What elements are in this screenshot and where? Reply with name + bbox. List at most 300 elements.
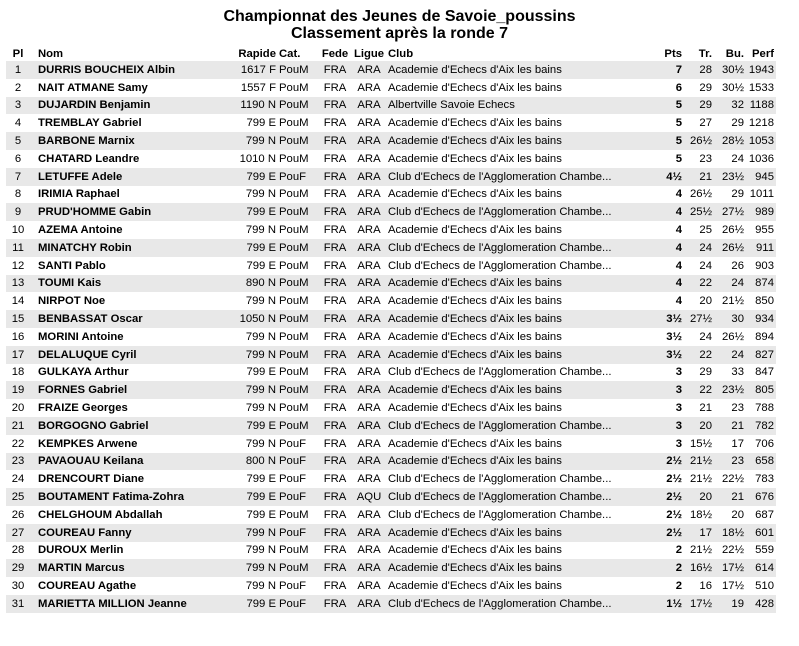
tiebreak-bu-cell: 17 (731, 437, 744, 450)
category-cell: PouM (279, 259, 309, 272)
rating-cell: 1617 F (214, 61, 279, 79)
performance-cell: 428 (744, 595, 776, 613)
league-cell: ARA (353, 203, 385, 221)
club-cell: Club d'Echecs de l'Agglomeration Chambe... (388, 508, 612, 521)
points-cell: 2½ (650, 453, 684, 471)
league-cell: ARA (357, 152, 381, 165)
rating-cell: 1190 N (214, 97, 279, 115)
header-pts: Pts (664, 48, 682, 60)
tiebreak-tr-cell: 21 (699, 402, 712, 415)
federation-cell: FRA (317, 168, 353, 186)
rating-cell: 799 E (214, 488, 279, 506)
tiebreak-tr-cell: 24 (684, 239, 712, 257)
category-cell: PouF (279, 524, 317, 542)
player-name-cell: TOUMI Kais (30, 275, 214, 293)
tiebreak-bu-cell: 30½ (722, 81, 744, 94)
tiebreak-bu-cell: 17½ (722, 580, 744, 592)
performance-cell: 945 (744, 168, 776, 186)
category-cell: PouM (279, 203, 317, 221)
tiebreak-tr-cell: 26½ (684, 132, 712, 150)
league-cell: ARA (353, 346, 385, 364)
performance-cell: 782 (744, 417, 776, 435)
table-row (6, 577, 776, 595)
points-cell: 2½ (666, 473, 682, 486)
tiebreak-bu-cell: 23 (731, 402, 744, 415)
table-row (6, 524, 776, 542)
club-cell: Academie d'Echecs d'Aix les bains (388, 544, 562, 557)
tiebreak-bu-cell: 30 (712, 310, 744, 328)
performance-cell: 1188 (744, 97, 776, 115)
performance-cell: 874 (744, 275, 776, 293)
club-cell: Club d'Echecs de l'Agglomeration Chambe... (388, 366, 612, 379)
tiebreak-tr-cell: 17½ (684, 595, 712, 613)
club-cell: Club d'Echecs de l'Agglomeration Chambe... (385, 595, 650, 613)
league-cell: ARA (357, 330, 381, 343)
federation-cell: FRA (317, 595, 353, 613)
tiebreak-bu-cell: 19 (712, 595, 744, 613)
points-cell: 4 (650, 275, 684, 293)
league-cell: ARA (357, 295, 381, 308)
tiebreak-bu-cell: 23½ (712, 168, 744, 186)
points-cell: 3½ (666, 330, 682, 343)
table-row (6, 203, 776, 221)
page-title: Championnat des Jeunes de Savoie_poussins (223, 8, 576, 25)
rank-cell: 17 (6, 346, 30, 364)
rating-cell: 890 N (214, 275, 279, 293)
points-cell: 3½ (650, 346, 684, 364)
tiebreak-bu-cell: 24 (712, 275, 744, 293)
league-cell: ARA (357, 117, 381, 130)
tiebreak-tr-cell: 22 (684, 346, 712, 364)
table-row (6, 559, 776, 577)
table-row (6, 506, 776, 524)
player-name-cell: BENBASSAT Oscar (30, 310, 214, 328)
rank-cell: 7 (6, 168, 30, 186)
category-cell: PouM (279, 152, 309, 165)
points-cell: 3 (675, 366, 682, 379)
table-row (6, 79, 776, 97)
tiebreak-bu-cell: 20 (731, 508, 744, 521)
rank-cell: 28 (11, 544, 25, 557)
performance-cell: 903 (755, 259, 774, 272)
club-cell: Academie d'Echecs d'Aix les bains (388, 295, 562, 308)
table-row (6, 453, 776, 471)
performance-cell: 559 (755, 544, 774, 557)
club-cell: Club d'Echecs de l'Agglomeration Chambe... (388, 473, 612, 486)
category-cell: PouM (279, 188, 309, 201)
rank-cell: 26 (11, 508, 25, 521)
points-cell: 4 (675, 224, 682, 237)
federation-cell: FRA (323, 152, 347, 165)
category-cell: PouM (279, 275, 317, 293)
points-cell: 3 (675, 437, 682, 450)
table-row (6, 292, 776, 310)
rating-cell: 1557 F (240, 81, 276, 94)
player-name-cell: BOUTAMENT Fatima-Zohra (30, 488, 214, 506)
federation-cell: FRA (317, 346, 353, 364)
rating-cell: 799 N (245, 544, 276, 557)
federation-cell: FRA (323, 366, 347, 379)
player-name-cell: TREMBLAY Gabriel (38, 117, 142, 130)
player-name-cell: DUJARDIN Benjamin (30, 97, 214, 115)
rank-cell: 4 (14, 117, 22, 130)
table-row (6, 417, 776, 435)
federation-cell: FRA (317, 417, 353, 435)
table-row (6, 97, 776, 115)
club-cell: Academie d'Echecs d'Aix les bains (388, 580, 562, 592)
header-rapide: Rapide (238, 48, 276, 60)
tiebreak-tr-cell: 17 (684, 524, 712, 542)
club-cell: Club d'Echecs de l'Agglomeration Chambe... (385, 417, 650, 435)
points-cell: 5 (650, 97, 684, 115)
table-row (6, 399, 776, 417)
table-row (6, 61, 776, 79)
performance-cell: 1533 (748, 81, 774, 94)
club-cell: Club d'Echecs de l'Agglomeration Chambe... (385, 168, 650, 186)
player-name-cell: IRIMIA Raphael (38, 188, 120, 201)
player-name-cell: COUREAU Fanny (30, 524, 214, 542)
rating-cell: 799 E (214, 417, 279, 435)
tiebreak-bu-cell: 24 (712, 346, 744, 364)
federation-cell: FRA (317, 203, 353, 221)
tiebreak-tr-cell: 29 (699, 366, 712, 379)
tiebreak-tr-cell: 22 (684, 381, 712, 399)
rank-cell: 24 (11, 473, 25, 486)
rank-cell: 10 (11, 224, 25, 237)
performance-cell: 601 (744, 524, 776, 542)
club-cell: Academie d'Echecs d'Aix les bains (385, 132, 650, 150)
league-cell: ARA (357, 188, 381, 201)
player-name-cell: GULKAYA Arthur (38, 366, 129, 379)
category-cell: PouF (279, 437, 307, 450)
club-cell: Academie d'Echecs d'Aix les bains (385, 559, 650, 577)
points-cell: 2 (675, 544, 682, 557)
table-row (6, 364, 776, 382)
rank-cell: 6 (14, 152, 22, 165)
category-cell: PouF (279, 453, 317, 471)
rank-cell: 3 (6, 97, 30, 115)
tiebreak-bu-cell: 26½ (722, 330, 744, 343)
federation-cell: FRA (323, 117, 347, 130)
performance-cell: 827 (744, 346, 776, 364)
player-name-cell: FRAIZE Georges (38, 402, 128, 415)
club-cell: Academie d'Echecs d'Aix les bains (385, 524, 650, 542)
tiebreak-bu-cell: 33 (731, 366, 744, 379)
table-row (6, 221, 776, 239)
federation-cell: FRA (323, 224, 347, 237)
league-cell: ARA (357, 224, 381, 237)
points-cell: 4 (675, 259, 682, 272)
tiebreak-bu-cell: 29 (731, 117, 744, 130)
tiebreak-bu-cell: 27½ (712, 203, 744, 221)
points-cell: 3 (650, 381, 684, 399)
player-name-cell: BORGOGNO Gabriel (30, 417, 214, 435)
rating-cell: 799 E (246, 473, 276, 486)
rank-cell: 8 (14, 188, 22, 201)
points-cell: 5 (675, 152, 682, 165)
tiebreak-tr-cell: 24 (699, 330, 712, 343)
federation-cell: FRA (323, 508, 347, 521)
rating-cell: 799 N (245, 295, 276, 308)
rank-cell: 20 (11, 402, 25, 415)
federation-cell: FRA (323, 330, 347, 343)
header-bu: Bu. (725, 48, 744, 60)
points-cell: 3½ (650, 310, 684, 328)
category-cell: PouM (279, 117, 309, 130)
federation-cell: FRA (317, 275, 353, 293)
rank-cell: 31 (6, 595, 30, 613)
category-cell: PouM (279, 330, 309, 343)
player-name-cell: NAIT ATMANE Samy (38, 81, 148, 94)
rating-cell: 799 N (245, 224, 276, 237)
category-cell: PouF (279, 488, 317, 506)
rating-cell: 799 N (245, 437, 276, 450)
performance-cell: 989 (744, 203, 776, 221)
tiebreak-bu-cell: 23½ (712, 381, 744, 399)
federation-cell: FRA (323, 259, 347, 272)
club-cell: Academie d'Echecs d'Aix les bains (388, 224, 562, 237)
category-cell: PouM (279, 559, 317, 577)
federation-cell: FRA (317, 61, 353, 79)
player-name-cell: SANTI Pablo (38, 259, 106, 272)
header-fede: Fede (321, 48, 349, 60)
tiebreak-bu-cell: 26½ (712, 239, 744, 257)
player-name-cell: DRENCOURT Diane (38, 473, 145, 486)
rating-cell: 799 E (246, 259, 276, 272)
header-perf: Perf (752, 48, 774, 60)
league-cell: ARA (357, 437, 381, 450)
player-name-cell: DUROUX Merlin (38, 544, 124, 557)
category-cell: PouM (279, 402, 309, 415)
club-cell: Academie d'Echecs d'Aix les bains (385, 453, 650, 471)
federation-cell: FRA (323, 544, 347, 557)
performance-cell: 847 (755, 366, 774, 379)
table-row (6, 328, 776, 346)
tiebreak-tr-cell: 21½ (690, 473, 712, 486)
league-cell: ARA (353, 417, 385, 435)
player-name-cell: MARIETTA MILLION Jeanne (30, 595, 214, 613)
category-cell: PouM (279, 61, 317, 79)
rating-cell: 1010 N (239, 152, 276, 165)
rating-cell: 799 E (214, 203, 279, 221)
tiebreak-bu-cell: 18½ (712, 524, 744, 542)
player-name-cell: DURRIS BOUCHEIX Albin (30, 61, 214, 79)
club-cell: Academie d'Echecs d'Aix les bains (385, 346, 650, 364)
performance-cell: 1943 (744, 61, 776, 79)
table-row (6, 542, 776, 560)
rank-cell: 30 (11, 580, 25, 592)
player-name-cell: MORINI Antoine (38, 330, 124, 343)
player-name-cell: PAVAOUAU Keilana (30, 453, 214, 471)
league-cell: ARA (357, 402, 381, 415)
page-subtitle: Classement après la ronde 7 (291, 25, 508, 42)
federation-cell: FRA (323, 402, 347, 415)
points-cell: 4 (675, 295, 682, 308)
tiebreak-tr-cell: 25½ (684, 203, 712, 221)
league-cell: ARA (353, 559, 385, 577)
performance-cell: 1218 (748, 117, 774, 130)
header-club: Club (388, 48, 414, 60)
header-nom: Nom (38, 48, 64, 60)
rating-cell: 799 E (214, 168, 279, 186)
table-row (6, 381, 776, 399)
standings-table (6, 47, 776, 613)
rank-cell: 21 (6, 417, 30, 435)
performance-cell: 783 (755, 473, 774, 486)
tiebreak-bu-cell: 21 (712, 417, 744, 435)
rank-cell: 2 (14, 81, 22, 94)
table-row (6, 150, 776, 168)
federation-cell: FRA (317, 310, 353, 328)
table-row (6, 346, 776, 364)
federation-cell: FRA (317, 381, 353, 399)
points-cell: 6 (675, 81, 682, 94)
tiebreak-tr-cell: 16½ (684, 559, 712, 577)
rating-cell: 799 E (214, 595, 279, 613)
performance-cell: 911 (744, 239, 776, 257)
federation-cell: FRA (317, 559, 353, 577)
table-row (6, 488, 776, 506)
points-cell: 4 (650, 239, 684, 257)
tiebreak-tr-cell: 26½ (690, 188, 712, 201)
player-name-cell: MARTIN Marcus (30, 559, 214, 577)
player-name-cell: KEMPKES Arwene (38, 437, 138, 450)
rating-cell: 799 N (214, 381, 279, 399)
rank-cell: 22 (11, 437, 25, 450)
club-cell: Academie d'Echecs d'Aix les bains (388, 188, 562, 201)
performance-cell: 687 (755, 508, 774, 521)
federation-cell: FRA (323, 473, 347, 486)
club-cell: Academie d'Echecs d'Aix les bains (388, 402, 562, 415)
federation-cell: FRA (323, 437, 347, 450)
tiebreak-tr-cell: 29 (684, 97, 712, 115)
performance-cell: 1011 (749, 188, 774, 201)
tiebreak-tr-cell: 15½ (690, 437, 712, 450)
federation-cell: FRA (317, 453, 353, 471)
league-cell: ARA (353, 310, 385, 328)
federation-cell: FRA (317, 97, 353, 115)
federation-cell: FRA (317, 488, 353, 506)
club-cell: Albertville Savoie Echecs (385, 97, 650, 115)
player-name-cell: AZEMA Antoine (38, 224, 123, 237)
category-cell: PouM (279, 295, 309, 308)
player-name-cell: COUREAU Agathe (38, 580, 137, 592)
rating-cell: 800 N (214, 453, 279, 471)
tiebreak-bu-cell: 30½ (712, 61, 744, 79)
player-name-cell: NIRPOT Noe (38, 295, 106, 308)
rank-cell: 1 (6, 61, 30, 79)
tiebreak-tr-cell: 29 (699, 81, 712, 94)
tiebreak-bu-cell: 17½ (712, 559, 744, 577)
header-pl: Pl (12, 48, 24, 60)
rank-cell: 13 (6, 275, 30, 293)
rank-cell: 14 (11, 295, 25, 308)
tiebreak-bu-cell: 29 (731, 188, 744, 201)
federation-cell: FRA (317, 239, 353, 257)
table-row (6, 186, 776, 204)
rating-cell: 799 N (214, 346, 279, 364)
performance-cell: 1053 (744, 132, 776, 150)
league-cell: ARA (353, 453, 385, 471)
table-row (6, 239, 776, 257)
category-cell: PouF (279, 168, 317, 186)
league-cell: ARA (357, 259, 381, 272)
category-cell: PouM (279, 224, 309, 237)
league-cell: ARA (353, 61, 385, 79)
rank-cell: 12 (11, 259, 25, 272)
rating-cell: 799 N (245, 402, 276, 415)
club-cell: Club d'Echecs de l'Agglomeration Chambe... (385, 203, 650, 221)
table-row (6, 310, 776, 328)
category-cell: PouM (279, 381, 317, 399)
table-row (6, 470, 776, 488)
tiebreak-tr-cell: 16 (699, 580, 712, 592)
rating-cell: 799 E (246, 117, 276, 130)
points-cell: 2 (675, 580, 682, 592)
rank-cell: 27 (6, 524, 30, 542)
rank-cell: 11 (6, 239, 30, 257)
tiebreak-tr-cell: 21½ (684, 453, 712, 471)
federation-cell: FRA (323, 81, 347, 94)
rating-cell: 799 N (214, 524, 279, 542)
category-cell: PouM (279, 81, 309, 94)
performance-cell: 1036 (748, 152, 774, 165)
federation-cell: FRA (323, 295, 347, 308)
league-cell: ARA (353, 132, 385, 150)
rank-cell: 15 (6, 310, 30, 328)
points-cell: 5 (675, 117, 682, 130)
tiebreak-tr-cell: 18½ (690, 508, 712, 521)
tiebreak-bu-cell: 21½ (722, 295, 744, 308)
club-cell: Club d'Echecs de l'Agglomeration Chambe... (385, 488, 650, 506)
tiebreak-bu-cell: 24 (731, 152, 744, 165)
table-header-row (6, 47, 776, 61)
points-cell: 4 (675, 188, 682, 201)
federation-cell: FRA (323, 580, 347, 592)
club-cell: Academie d'Echecs d'Aix les bains (385, 381, 650, 399)
league-cell: ARA (357, 473, 381, 486)
tiebreak-tr-cell: 28 (684, 61, 712, 79)
club-cell: Academie d'Echecs d'Aix les bains (385, 275, 650, 293)
category-cell: PouM (279, 239, 317, 257)
federation-cell: FRA (323, 188, 347, 201)
rating-cell: 799 N (245, 580, 276, 592)
rating-cell: 1050 N (214, 310, 279, 328)
category-cell: PouM (279, 132, 317, 150)
rating-cell: 799 E (246, 508, 276, 521)
player-name-cell: CHELGHOUM Abdallah (38, 508, 163, 521)
league-cell: ARA (357, 366, 381, 379)
table-row (6, 168, 776, 186)
league-cell: ARA (357, 580, 381, 592)
club-cell: Academie d'Echecs d'Aix les bains (388, 152, 562, 165)
tiebreak-tr-cell: 21½ (690, 544, 712, 557)
performance-cell: 510 (755, 580, 774, 592)
performance-cell: 614 (744, 559, 776, 577)
rank-cell: 5 (6, 132, 30, 150)
league-cell: ARA (353, 97, 385, 115)
rating-cell: 799 N (214, 559, 279, 577)
rating-cell: 799 N (245, 188, 276, 201)
points-cell: 3 (650, 417, 684, 435)
points-cell: 1½ (650, 595, 684, 613)
rank-cell: 29 (6, 559, 30, 577)
player-name-cell: FORNES Gabriel (30, 381, 214, 399)
league-cell: ARA (353, 524, 385, 542)
points-cell: 7 (650, 61, 684, 79)
player-name-cell: PRUD'HOMME Gabin (30, 203, 214, 221)
table-row (6, 114, 776, 132)
